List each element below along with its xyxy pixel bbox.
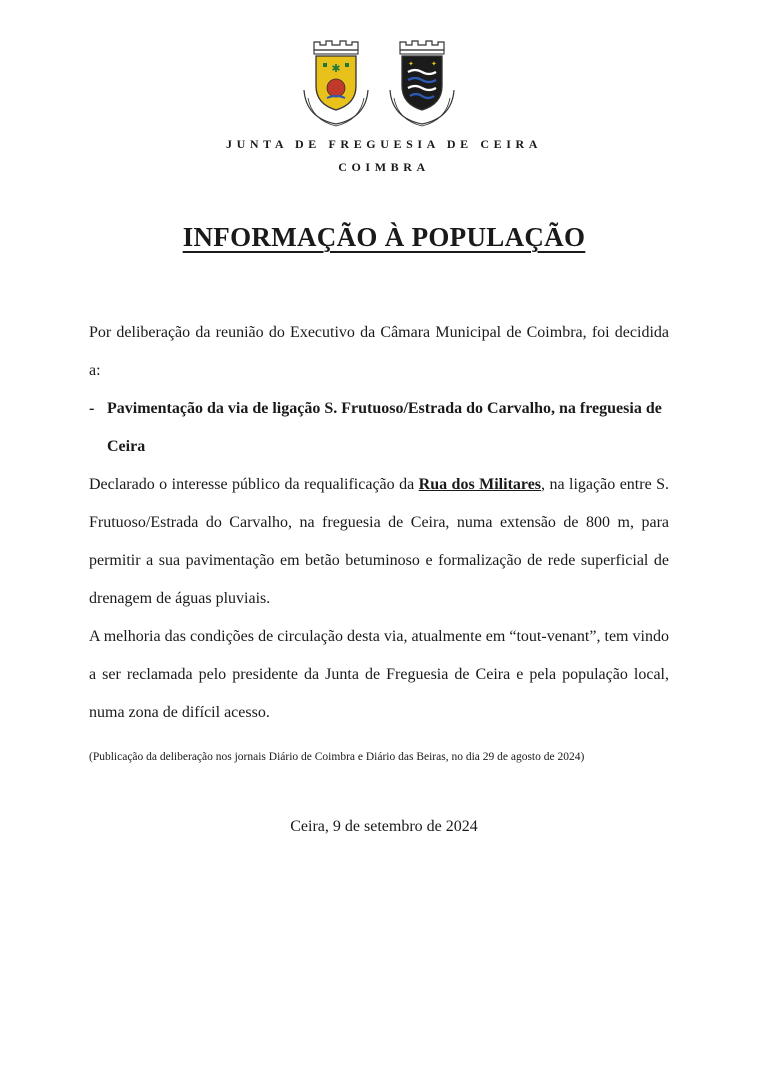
crest-vila-de-ceira: [296, 36, 376, 132]
street-name: Rua dos Militares: [418, 476, 542, 493]
publication-note: (Publicação da deliberação nos jornais Diário de Coimbra e Diário das Beiras, no dia 29 de agosto de 2024): [89, 751, 585, 763]
crests: [296, 36, 456, 132]
improvement-paragraph: A melhoria das condições de circulação desta via, atualmente em “tout-venant”, tem vindo a ser reclamada pelo presidente da Junta de Freguesia de Ceira e pela população local, numa zona de difícil acesso.: [89, 628, 669, 721]
main-paragraph-start: Declarado o interesse público da requalificação da: [89, 476, 419, 493]
main-paragraph-end: , na ligação entre S. Frutuoso/Estrada do Carvalho, na freguesia de Ceira, numa extensão de 800 m, para permitir a sua pavimentação em betão betuminoso e formalização de rede superficial de drenagem de águas pluviais.: [89, 476, 670, 607]
item-dash: -: [89, 400, 95, 417]
crest-ceira: [386, 36, 458, 132]
main-paragraph: [89, 466, 669, 618]
org-name: JUNTA DE FREGUESIA DE CEIRA: [225, 137, 542, 151]
place-date: Ceira, 9 de setembro de 2024: [290, 818, 478, 835]
svg-text:✱: ✱: [331, 62, 341, 75]
org-city: COIMBRA: [338, 160, 430, 174]
intro-paragraph: Por deliberação da reunião do Executivo da Câmara Municipal de Coimbra, foi decidida a:: [89, 324, 669, 379]
page-title-text: INFORMAÇÃO À POPULAÇÃO: [182, 222, 586, 252]
svg-text:✦: ✦: [431, 60, 437, 68]
decision-item: [89, 390, 669, 466]
page-title: [0, 222, 768, 253]
decision-item-text: Pavimentação da via de ligação S. Frutuoso/Estrada do Carvalho, na freguesia de Ceira: [107, 400, 662, 455]
svg-text:✦: ✦: [408, 60, 414, 68]
